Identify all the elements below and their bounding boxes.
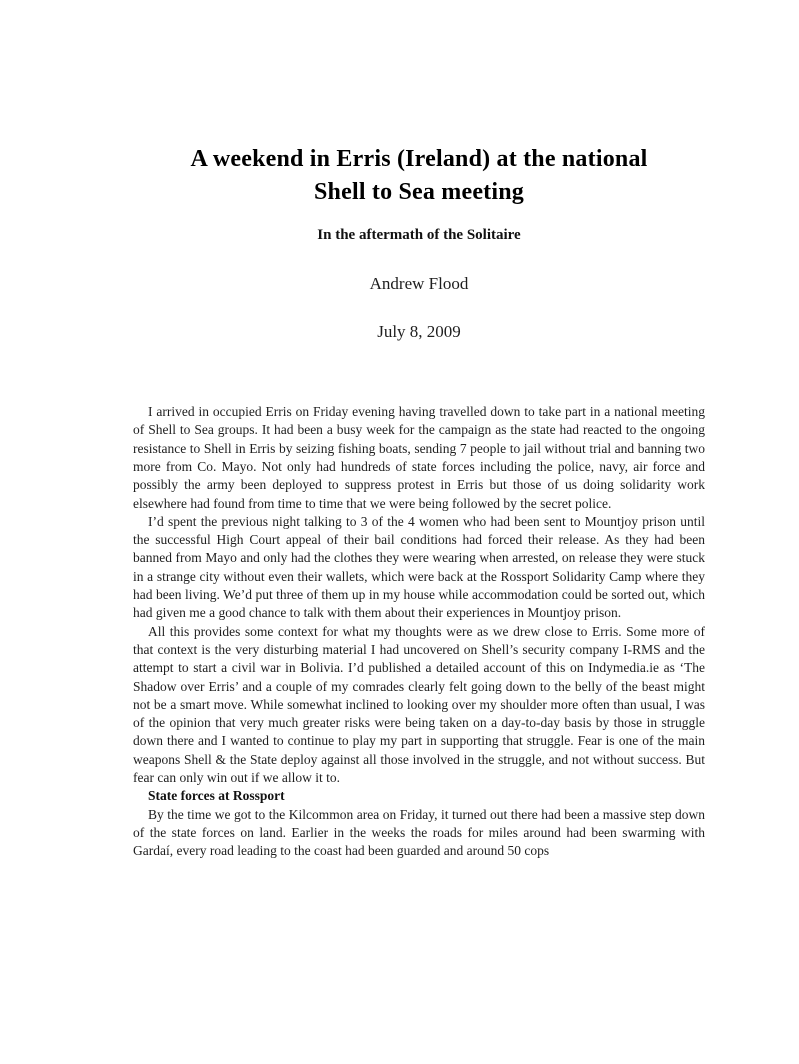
publication-date: July 8, 2009 [377,322,461,342]
document-subtitle: In the aftermath of the Solitaire [317,227,521,244]
document-title [133,143,705,209]
author-name: Andrew Flood [369,274,469,294]
document-title-line1: A weekend in Erris (Ireland) at the national [190,146,648,172]
paragraph: I arrived in occupied Erris on Friday evening having travelled down to take part in a national meeting of Shell to Sea groups. It had been a busy week for the campaign as the state had reacted to the ongoing resistance to Shell in Erris by seizing fishing boats, sending 7 people to jail without trial and banning two more from Co. Mayo. Not only had hundreds of state forces including the police, navy, air force and possibly the army been deployed to suppress protest in Erris but those of us doing solidarity work elsewhere had found from time to time that we were being followed by the secret police. [133,404,705,511]
document-title-line2: Shell to Sea meeting [314,179,524,205]
paragraph: By the time we got to the Kilcommon area on Friday, it turned out there had been a massive step down of the state forces on land. Earlier in the weeks the roads for miles around had been swarming with Gardaí, every road leading to the coast had been guarded and around 50 cops [133,806,705,859]
paragraph: All this provides some context for what my thoughts were as we drew close to Erris. Some more of that context is the very disturbing material I had uncovered on Shell’s security company I-RMS and the attempt to start a civil war in Bolivia. I’d published a detailed account of this on Indymedia.ie as ‘The Shadow over Erris’ and a couple of my comrades clearly felt going down to the belly of the beast might not be a smart move. While somewhat inclined to looking over my shoulder more often than usual, I was of the opinion that very much greater risks were being taken on a day-to-day basis by those in struggle down there and I wanted to continue to play my part in supporting that struggle. Fear is one of the main weapons Shell & the State deploy against all those involved in the struggle, and not without success. But fear can only win out if we allow it to. [133,623,705,786]
paragraph: I’d spent the previous night talking to 3 of the 4 women who had been sent to Mountjoy prison until the successful High Court appeal of their bail conditions had forced their release. As they had been banned from Mayo and only had the clothes they were wearing when arrested, on release they were stuck in a strange city without even their wallets, which were back at the Rossport Solidarity Camp where they had been living. We’d put three of them up in my house while accommodation could be sorted out, which had given me a good chance to talk with them about their experiences in Mountjoy prison. [133,513,705,621]
document-content [133,0,705,861]
article-body [133,403,705,860]
section-heading: State forces at Rossport [148,788,285,804]
